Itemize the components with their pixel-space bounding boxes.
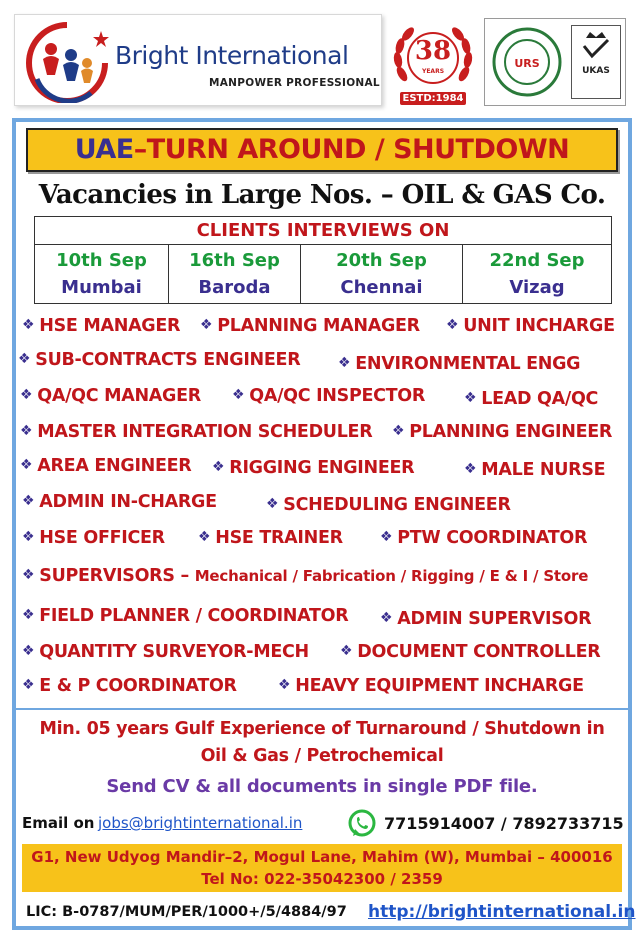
position-title: ENVIRONMENTAL ENGG bbox=[355, 354, 581, 374]
position-item bbox=[22, 606, 348, 626]
positions-row bbox=[16, 676, 628, 706]
diamond-bullet-icon: ❖ bbox=[22, 567, 35, 583]
positions-row bbox=[16, 642, 628, 672]
position-item bbox=[20, 386, 201, 406]
headline-region: UAE bbox=[74, 134, 134, 165]
section-divider bbox=[16, 708, 628, 710]
interview-city: Chennai bbox=[340, 277, 423, 298]
position-title: AREA ENGINEER bbox=[37, 456, 192, 476]
headline-banner bbox=[26, 128, 618, 172]
interview-city: Vizag bbox=[509, 277, 565, 298]
position-title: RIGGING ENGINEER bbox=[229, 458, 415, 478]
email-link[interactable]: jobs@brightinternational.in bbox=[98, 814, 303, 832]
ukas-mark bbox=[571, 25, 621, 99]
position-item bbox=[278, 676, 584, 696]
office-address bbox=[22, 844, 622, 892]
position-title: SUPERVISORS – bbox=[39, 566, 189, 586]
positions-row bbox=[16, 386, 628, 416]
certification-logos bbox=[484, 18, 626, 106]
position-item bbox=[198, 528, 343, 548]
diamond-bullet-icon: ❖ bbox=[20, 423, 33, 439]
position-item bbox=[20, 456, 191, 476]
positions-row bbox=[16, 492, 628, 522]
positions-list bbox=[16, 308, 628, 708]
position-item bbox=[232, 386, 425, 406]
headline-rest: –TURN AROUND / SHUTDOWN bbox=[133, 134, 570, 165]
diamond-bullet-icon: ❖ bbox=[18, 351, 31, 367]
positions-row bbox=[16, 528, 628, 558]
positions-row bbox=[16, 422, 628, 452]
position-title: SCHEDULING ENGINEER bbox=[283, 495, 511, 515]
supervisor-disciplines: Mechanical / Fabrication / Rigging / E & I / Store bbox=[194, 567, 589, 585]
positions-row bbox=[16, 606, 628, 636]
diamond-bullet-icon: ❖ bbox=[200, 317, 213, 333]
headline-text bbox=[28, 134, 616, 165]
position-title: MALE NURSE bbox=[481, 460, 606, 480]
contact-row bbox=[22, 808, 622, 838]
position-title: PLANNING ENGINEER bbox=[409, 422, 613, 442]
people-emblem-icon bbox=[21, 19, 113, 103]
diamond-bullet-icon: ❖ bbox=[278, 677, 291, 693]
diamond-bullet-icon: ❖ bbox=[392, 423, 405, 439]
interview-schedule-table bbox=[34, 216, 612, 304]
position-title: SUB-CONTRACTS ENGINEER bbox=[35, 350, 301, 370]
experience-requirement bbox=[16, 716, 628, 770]
position-title: QUANTITY SURVEYOR-MECH bbox=[39, 642, 309, 662]
position-item bbox=[338, 354, 580, 374]
license-number: LIC: B-0787/MUM/PER/1000+/5/4884/97 bbox=[26, 904, 347, 920]
position-item bbox=[22, 642, 309, 662]
diamond-bullet-icon: ❖ bbox=[22, 643, 35, 659]
positions-row bbox=[16, 566, 628, 596]
diamond-bullet-icon: ❖ bbox=[20, 457, 33, 473]
telephone-line: Tel No: 022-35042300 / 2359 bbox=[201, 870, 443, 888]
diamond-bullet-icon: ❖ bbox=[198, 529, 211, 545]
diamond-bullet-icon: ❖ bbox=[446, 317, 459, 333]
diamond-bullet-icon: ❖ bbox=[22, 529, 35, 545]
svg-text:URS: URS bbox=[514, 57, 540, 70]
position-item bbox=[22, 676, 237, 696]
vacancies-title: Vacancies in Large Nos. – OIL & GAS Co. bbox=[38, 180, 606, 210]
interview-city: Mumbai bbox=[61, 277, 142, 298]
main-frame bbox=[12, 118, 636, 930]
interview-schedule-title: CLIENTS INTERVIEWS ON bbox=[35, 217, 611, 245]
diamond-bullet-icon: ❖ bbox=[338, 355, 351, 371]
address-line: G1, New Udyog Mandir–2, Mogul Lane, Mahim (W), Mumbai – 400016 bbox=[31, 848, 613, 866]
position-title: E & P COORDINATOR bbox=[39, 676, 237, 696]
footer bbox=[22, 898, 636, 924]
position-title: UNIT INCHARGE bbox=[463, 316, 615, 336]
position-item bbox=[18, 350, 300, 370]
diamond-bullet-icon: ❖ bbox=[380, 529, 393, 545]
interview-date: 16th Sep bbox=[189, 250, 280, 271]
interview-city: Baroda bbox=[198, 277, 271, 298]
position-title: HSE MANAGER bbox=[39, 316, 181, 336]
ukas-label: UKAS bbox=[582, 66, 610, 76]
position-item bbox=[22, 528, 165, 548]
diamond-bullet-icon: ❖ bbox=[22, 493, 35, 509]
position-title: PTW COORDINATOR bbox=[397, 528, 588, 548]
positions-row bbox=[16, 456, 628, 486]
position-title: FIELD PLANNER / COORDINATOR bbox=[39, 606, 349, 626]
diamond-bullet-icon: ❖ bbox=[266, 496, 279, 512]
position-item bbox=[464, 389, 598, 409]
position-item bbox=[340, 642, 600, 662]
position-title: HEAVY EQUIPMENT INCHARGE bbox=[295, 676, 584, 696]
years-word: YEARS bbox=[421, 68, 445, 75]
requirement-line: Oil & Gas / Petrochemical bbox=[200, 746, 444, 766]
whatsapp-icon bbox=[346, 808, 378, 840]
diamond-bullet-icon: ❖ bbox=[380, 610, 393, 626]
positions-row bbox=[16, 350, 628, 380]
interview-date: 20th Sep bbox=[336, 250, 427, 271]
interview-date: 22nd Sep bbox=[489, 250, 585, 271]
company-logo bbox=[14, 14, 382, 106]
position-item bbox=[380, 528, 587, 548]
position-item bbox=[464, 460, 605, 480]
positions-row bbox=[16, 316, 628, 346]
interview-session bbox=[301, 245, 463, 303]
website-link[interactable]: http://brightinternational.in bbox=[368, 902, 636, 922]
position-title: MASTER INTEGRATION SCHEDULER bbox=[37, 422, 373, 442]
years-number: 38 bbox=[414, 36, 452, 66]
position-item bbox=[22, 566, 588, 586]
brand-tagline: MANPOWER PROFESSIONAL bbox=[209, 77, 380, 89]
established-year: ESTD:1984 bbox=[400, 92, 466, 105]
position-title: ADMIN IN-CHARGE bbox=[39, 492, 217, 512]
position-item bbox=[20, 422, 372, 442]
diamond-bullet-icon: ❖ bbox=[232, 387, 245, 403]
position-title: HSE TRAINER bbox=[215, 528, 343, 548]
diamond-bullet-icon: ❖ bbox=[22, 317, 35, 333]
position-item bbox=[200, 316, 420, 336]
position-item bbox=[22, 316, 180, 336]
interview-session bbox=[463, 245, 611, 303]
position-item bbox=[446, 316, 615, 336]
position-item bbox=[22, 492, 217, 512]
diamond-bullet-icon: ❖ bbox=[340, 643, 353, 659]
position-title: PLANNING MANAGER bbox=[217, 316, 420, 336]
email-label: Email on bbox=[22, 814, 95, 832]
interview-session bbox=[169, 245, 301, 303]
crown-check-icon bbox=[572, 28, 620, 64]
diamond-bullet-icon: ❖ bbox=[20, 387, 33, 403]
header bbox=[0, 0, 640, 116]
phone-numbers: 7715914007 / 7892733715 bbox=[384, 814, 624, 833]
interview-date: 10th Sep bbox=[56, 250, 147, 271]
position-item bbox=[392, 422, 612, 442]
position-title: ADMIN SUPERVISOR bbox=[397, 609, 592, 629]
anniversary-badge bbox=[388, 16, 478, 106]
position-title: LEAD QA/QC bbox=[481, 389, 599, 409]
send-cv-instruction: Send CV & all documents in single PDF file. bbox=[106, 776, 538, 797]
diamond-bullet-icon: ❖ bbox=[464, 461, 477, 477]
diamond-bullet-icon: ❖ bbox=[464, 390, 477, 406]
position-item bbox=[266, 495, 511, 515]
position-item bbox=[380, 609, 591, 629]
position-title: QA/QC INSPECTOR bbox=[249, 386, 426, 406]
position-item bbox=[212, 458, 414, 478]
position-title: QA/QC MANAGER bbox=[37, 386, 201, 406]
diamond-bullet-icon: ❖ bbox=[22, 607, 35, 623]
brand-name: Bright International bbox=[115, 41, 349, 70]
position-title: HSE OFFICER bbox=[39, 528, 165, 548]
position-title: DOCUMENT CONTROLLER bbox=[357, 642, 601, 662]
diamond-bullet-icon: ❖ bbox=[212, 459, 225, 475]
interview-session bbox=[35, 245, 169, 303]
iso-urs-seal-icon bbox=[491, 25, 563, 99]
requirement-line: Min. 05 years Gulf Experience of Turnaround / Shutdown in bbox=[39, 719, 605, 739]
diamond-bullet-icon: ❖ bbox=[22, 677, 35, 693]
